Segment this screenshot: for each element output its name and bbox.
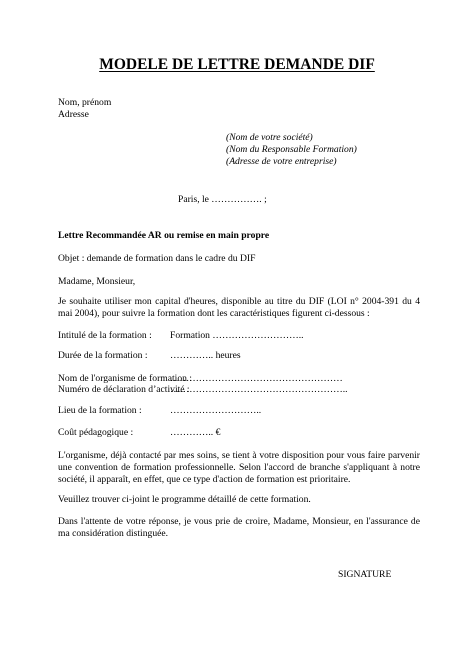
enclosure-paragraph: Veuillez trouver ci-joint le programme détaillé de cette formation. <box>58 494 311 505</box>
recipient-company-address: (Adresse de votre entreprise) <box>226 156 337 167</box>
duration-label: Durée de la formation : <box>58 350 148 361</box>
signature: SIGNATURE <box>338 569 392 580</box>
training-title-value: Formation ……………………….. <box>170 330 304 341</box>
cost-value: ………….. € <box>170 427 221 438</box>
cost-label: Coût pédagogique : <box>58 427 134 438</box>
intro-paragraph: Je souhaite utiliser mon capital d'heures, disponible au titre du DIF (LOI n° 2004-391 du 4 mai 2004), pour suivre la formation dont les caractéristiques figurent ci-dessous : <box>58 296 420 319</box>
activity-declaration-label: Numéro de déclaration d’activité : <box>58 384 190 395</box>
salutation: Madame, Monsieur, <box>58 276 136 287</box>
delivery-mode: Lettre Recommandée AR ou remise en main propre <box>58 230 270 241</box>
organization-paragraph: L'organisme, déjà contacté par mes soins, se tient à votre disposition pour vous faire parvenir une convention de formation professionnelle. Selon l'accord de branche s'appliquant à notre société, il apparaît, en effet, que ce type d'action de formation est prioritaire. <box>58 450 420 485</box>
recipient-company: (Nom de votre société) <box>226 132 313 143</box>
organization-value: ……………………………………………… <box>170 373 343 384</box>
location-value: ……………………….. <box>170 405 262 416</box>
closing-paragraph: Dans l'attente de votre réponse, je vous prie de croire, Madame, Monsieur, en l'assurance de ma considération distinguée. <box>58 516 420 539</box>
duration-value: ………….. heures <box>170 350 241 361</box>
recipient-training-manager: (Nom du Responsable Formation) <box>226 144 357 155</box>
document-title: MODELE DE LETTRE DEMANDE DIF <box>99 56 375 73</box>
letter-subject: Objet : demande de formation dans le cadre du DIF <box>58 253 256 264</box>
organization-label: Nom de l'organisme de formation : <box>58 373 192 384</box>
place-date: Paris, le ……………. ; <box>178 194 267 205</box>
training-title-label: Intitulé de la formation : <box>58 330 152 341</box>
location-label: Lieu de la formation : <box>58 405 142 416</box>
sender-name: Nom, prénom <box>58 97 112 108</box>
activity-declaration-value: ……………………………………………….. <box>170 384 348 395</box>
sender-address: Adresse <box>58 109 89 120</box>
